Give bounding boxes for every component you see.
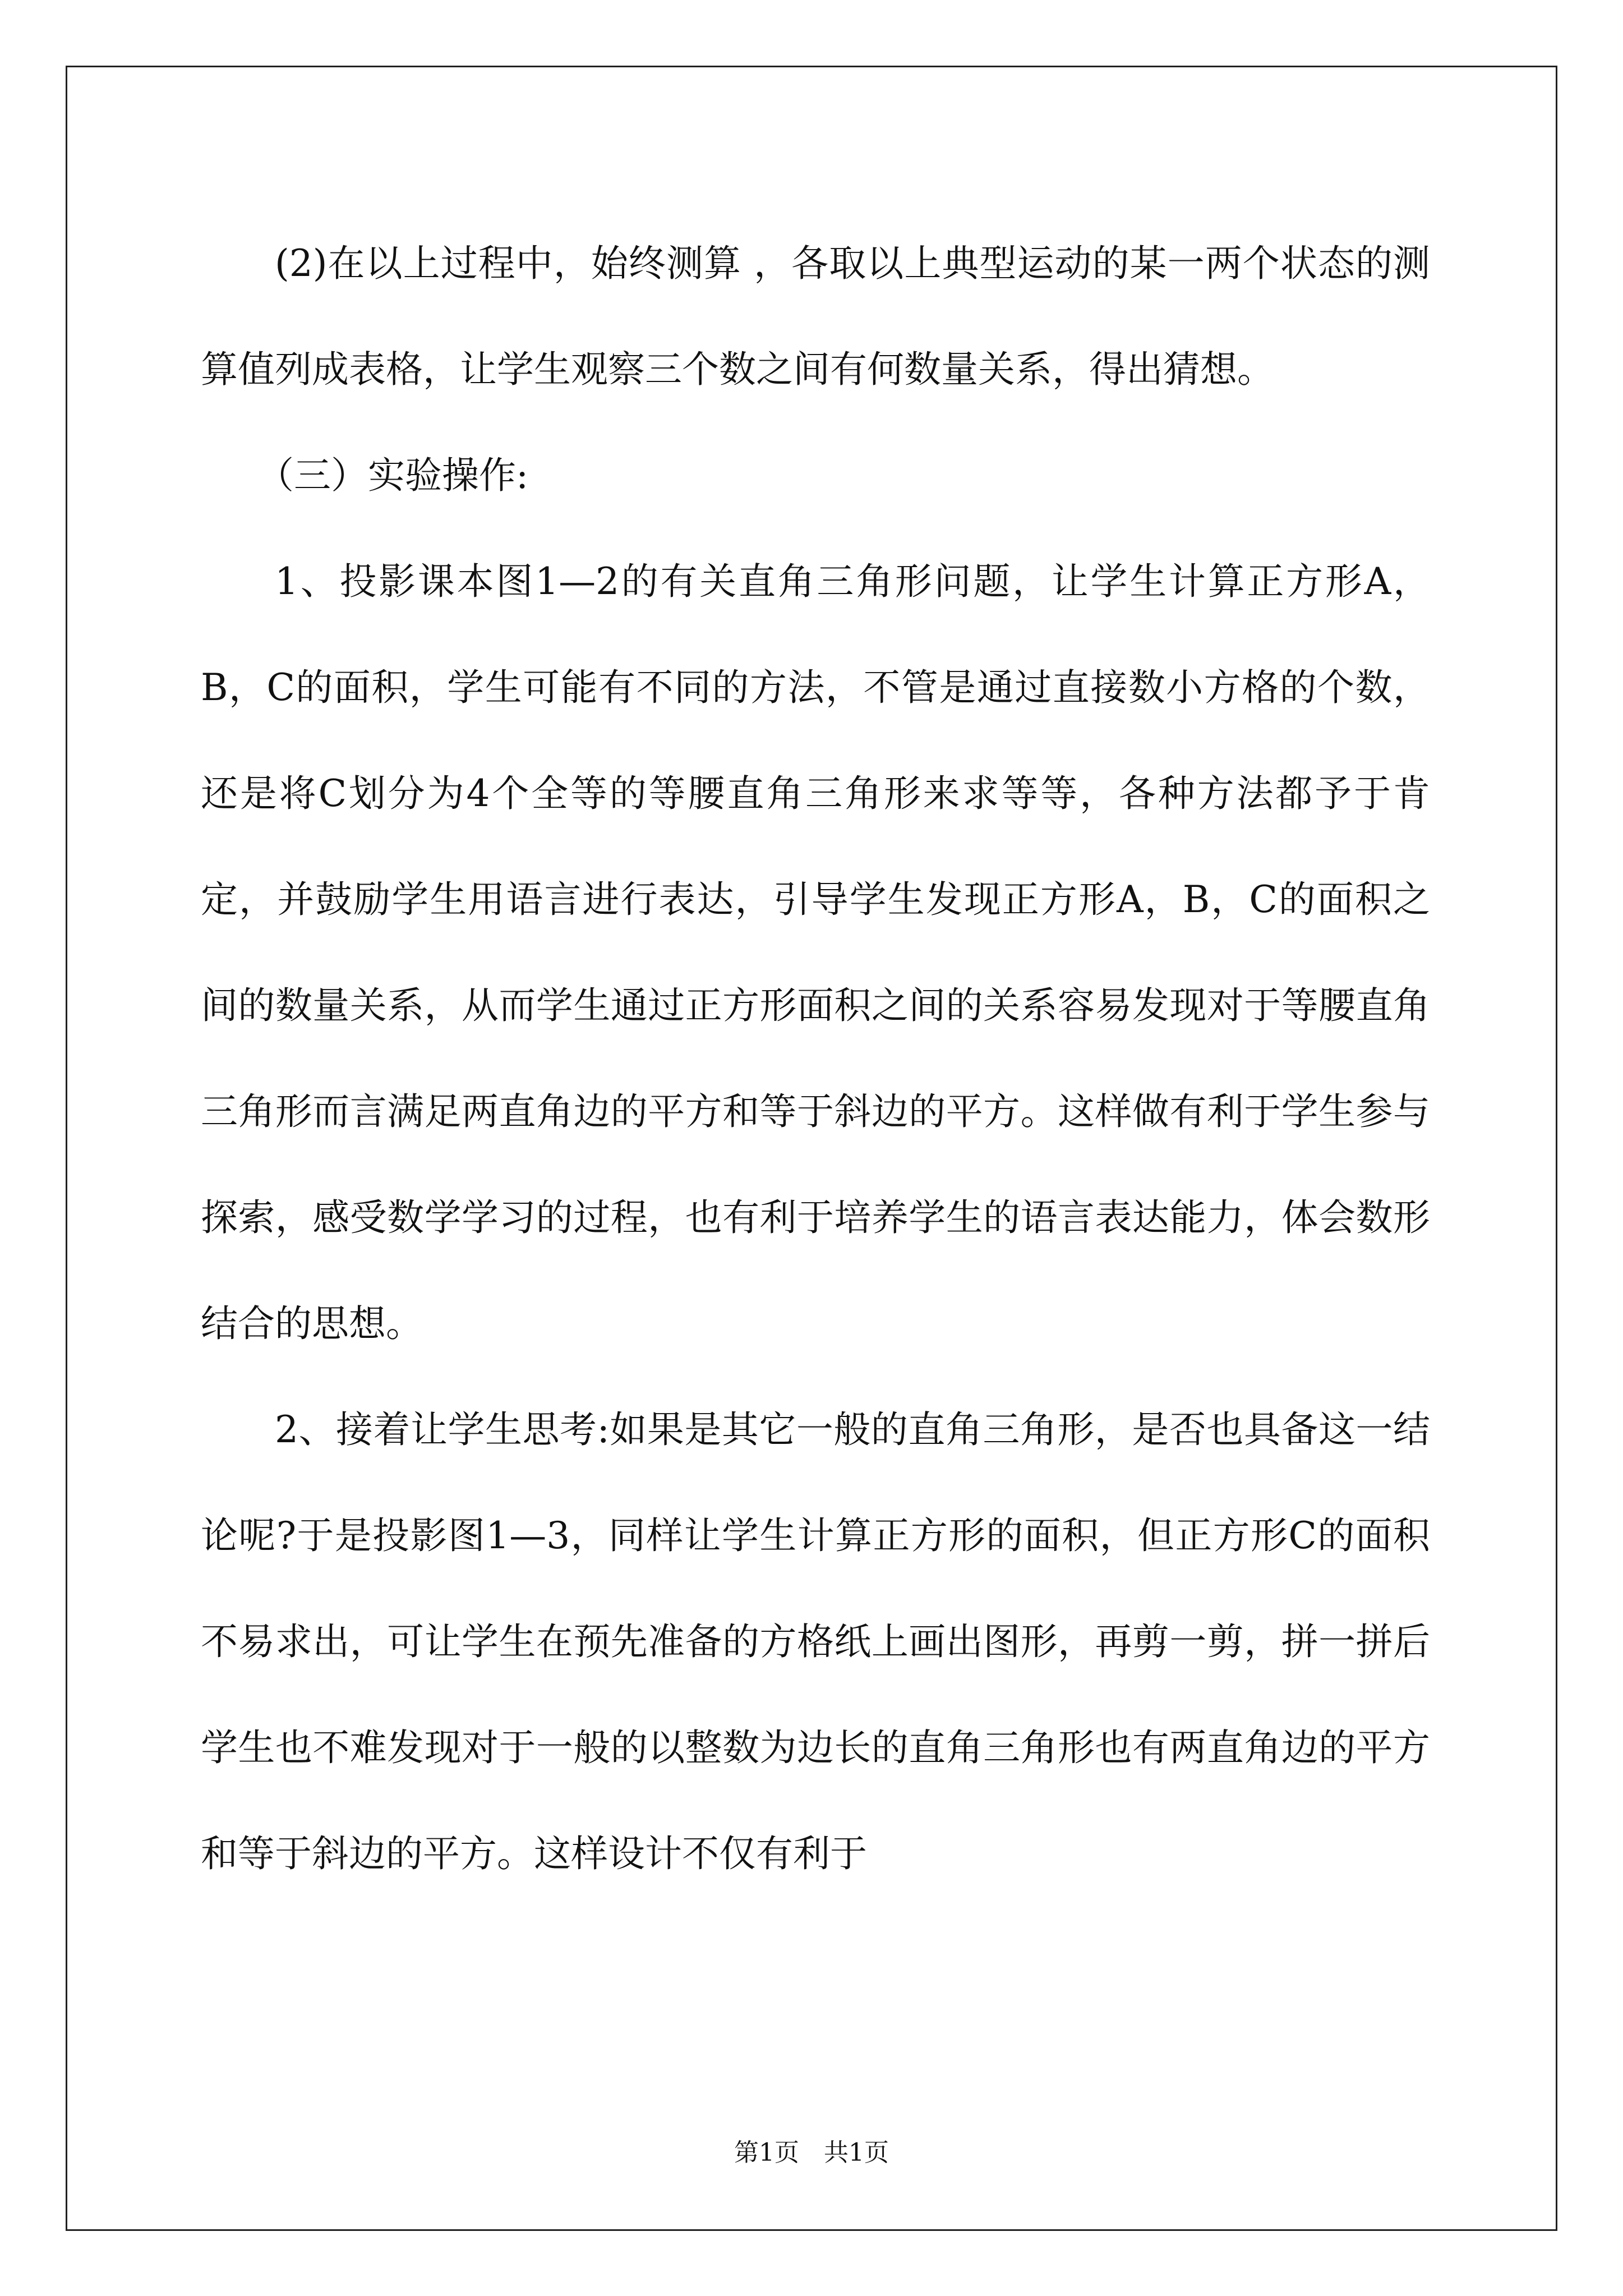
page-total: 共1页 — [824, 2138, 889, 2167]
paragraph-step-2: 2、接着让学生思考:如果是其它一般的直角三角形，是否也具备这一结论呢?于是投影图1—3，同样让学生计算正方形的面积，但正方形C的面积不易求出，可让学生在预先准备的方格纸上画出图形，再剪一剪，拼一拼后学生也不难发现对于一般的以整数为边长的直角三角形也有两直角边的平方和等于斜边的平方。这样设计不仅有利于 — [201, 1408, 1430, 1875]
section-heading-experiment: （三）实验操作: — [257, 454, 529, 497]
document-body — [201, 210, 1430, 1907]
paragraph-step-1: 1、投影课本图1—2的有关直角三角形问题，让学生计算正方形A，B，C的面积，学生可能有不同的方法，不管是通过直接数小方格的个数，还是将C划分为4个全等的等腰直角三角形来求等等，各种方法都予于肯定，并鼓励学生用语言进行表达，引导学生发现正方形A，B，C的面积之间的数量关系，从而学生通过正方形面积之间的关系容易发现对于等腰直角三角形而言满足两直角边的平方和等于斜边的平方。这样做有利于学生参与探索，感受数学学习的过程，也有利于培养学生的语言表达能力，体会数形结合的思想。 — [201, 560, 1430, 1345]
page-footer — [0, 2136, 1623, 2170]
page-number: 第1页 — [734, 2138, 799, 2167]
paragraph-measurement: (2)在以上过程中，始终测算 ，各取以上典型运动的某一两个状态的测算值列成表格，让学生观察三个数之间有何数量关系，得出猜想。 — [201, 242, 1430, 391]
